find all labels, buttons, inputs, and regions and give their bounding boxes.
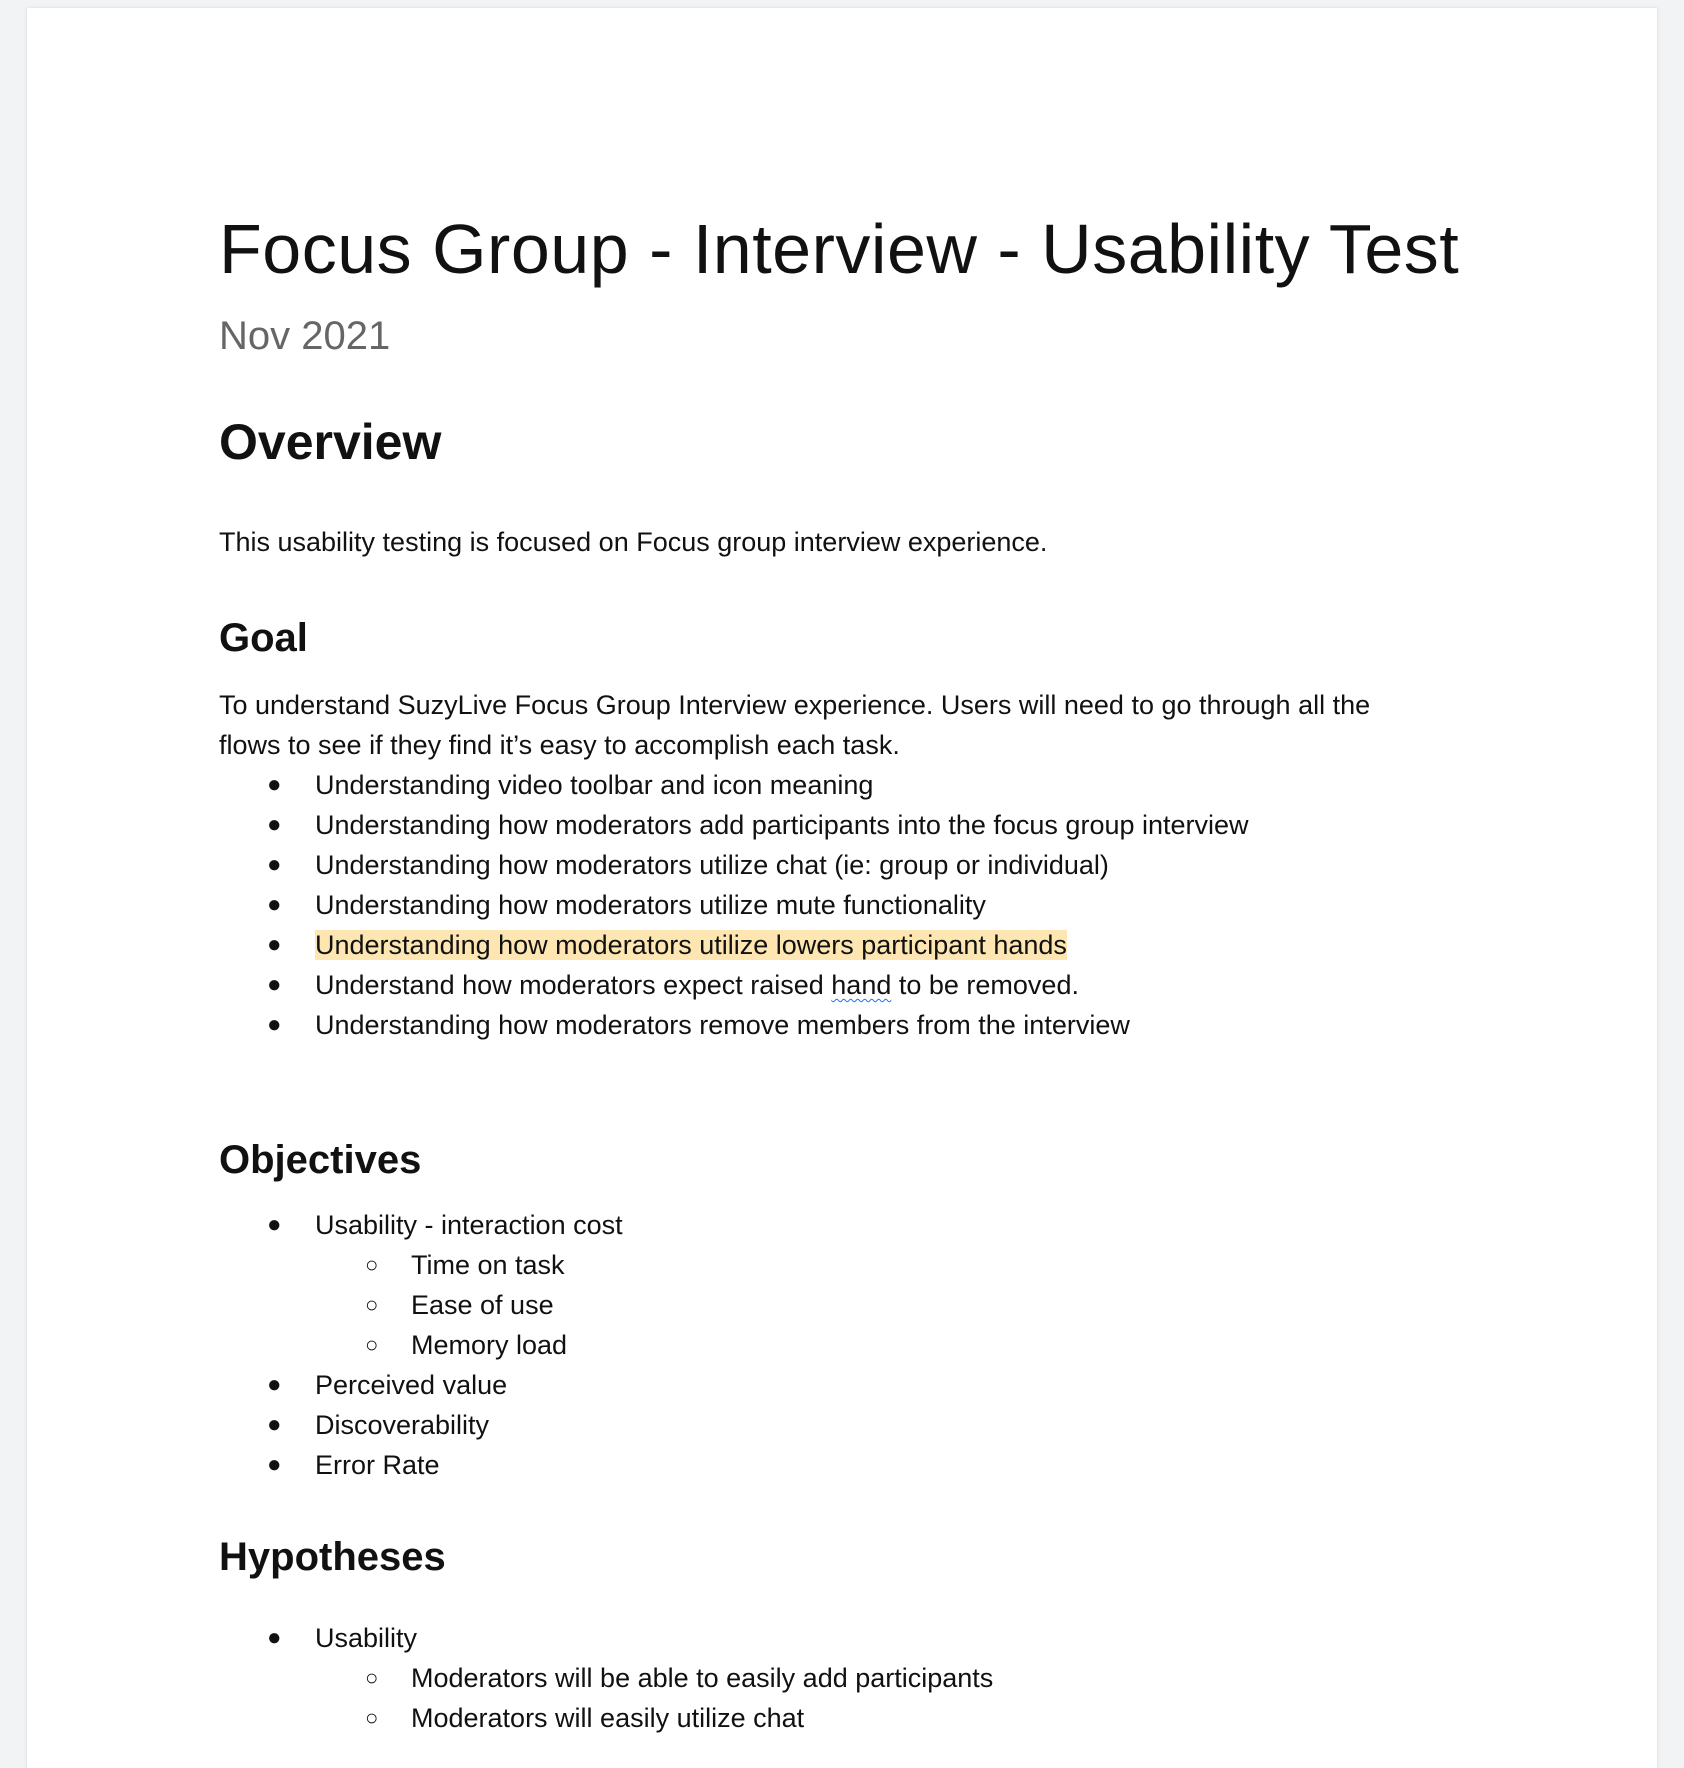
bullet-icon: ● <box>267 971 282 998</box>
hollow-bullet-icon: ○ <box>365 1292 379 1317</box>
bullet-icon: ● <box>267 891 282 918</box>
doc-title[interactable]: Focus Group - Interview - Usability Test <box>219 210 1460 288</box>
hollow-bullet-icon: ○ <box>365 1252 379 1277</box>
bullet-icon: ● <box>267 1371 282 1398</box>
list-item[interactable]: ● Understanding how moderators remove members from the interview <box>219 1005 1249 1045</box>
list-item[interactable]: ● Perceived value <box>219 1365 623 1405</box>
list-item[interactable]: ● Error Rate <box>219 1445 623 1485</box>
goal-text-line-1[interactable]: To understand SuzyLive Focus Group Interview experience. Users will need to go through all the <box>219 690 1371 720</box>
bullet-icon: ● <box>267 1624 282 1651</box>
goal-bullet-list <box>219 765 1249 1045</box>
highlighted-text: Understanding how moderators utilize lowers participant hands <box>315 930 1067 960</box>
objectives-heading[interactable]: Objectives <box>219 1138 422 1182</box>
list-item[interactable]: ○ Moderators will be able to easily add participants <box>219 1658 993 1698</box>
list-item[interactable]: ● Usability - interaction cost <box>219 1205 623 1245</box>
list-item[interactable]: ● Understanding how moderators utilize mute functionality <box>219 885 1249 925</box>
bullet-icon: ● <box>267 771 282 798</box>
list-item[interactable]: ○ Moderators will easily utilize chat <box>219 1698 993 1738</box>
bullet-icon: ● <box>267 851 282 878</box>
goal-text-line-2[interactable]: flows to see if they find it’s easy to accomplish each task. <box>219 730 900 760</box>
bullet-icon: ● <box>267 1211 282 1238</box>
bullet-icon: ● <box>267 1011 282 1038</box>
hollow-bullet-icon: ○ <box>365 1332 379 1357</box>
bullet-icon: ● <box>267 1411 282 1438</box>
list-item[interactable]: ● Understanding how moderators add participants into the focus group interview <box>219 805 1249 845</box>
list-item[interactable]: ● Understand how moderators expect raised hand to be removed. <box>219 965 1249 1005</box>
goal-heading[interactable]: Goal <box>219 616 308 660</box>
bullet-icon: ● <box>267 931 282 958</box>
list-item[interactable]: ○ Memory load <box>219 1325 623 1365</box>
bullet-icon: ● <box>267 1451 282 1478</box>
list-item[interactable]: ● Understanding how moderators utilize chat (ie: group or individual) <box>219 845 1249 885</box>
hypotheses-list <box>219 1618 993 1738</box>
list-item[interactable]: ○ Ease of use <box>219 1285 623 1325</box>
spellcheck-word[interactable]: hand <box>831 970 892 1000</box>
hypotheses-heading[interactable]: Hypotheses <box>219 1535 446 1579</box>
list-item[interactable]: ● Usability <box>219 1618 993 1658</box>
list-item[interactable]: ● Discoverability <box>219 1405 623 1445</box>
list-item[interactable]: ● Understanding video toolbar and icon meaning <box>219 765 1249 805</box>
list-item[interactable]: ○ Time on task <box>219 1245 623 1285</box>
document-page <box>27 8 1657 1768</box>
overview-heading[interactable]: Overview <box>219 414 442 470</box>
hollow-bullet-icon: ○ <box>365 1665 379 1690</box>
bullet-icon: ● <box>267 811 282 838</box>
list-item[interactable] <box>219 925 1249 965</box>
overview-text[interactable]: This usability testing is focused on Focus group interview experience. <box>219 527 1048 557</box>
objectives-list <box>219 1205 623 1485</box>
hollow-bullet-icon: ○ <box>365 1705 379 1730</box>
doc-subtitle[interactable]: Nov 2021 <box>219 314 391 358</box>
